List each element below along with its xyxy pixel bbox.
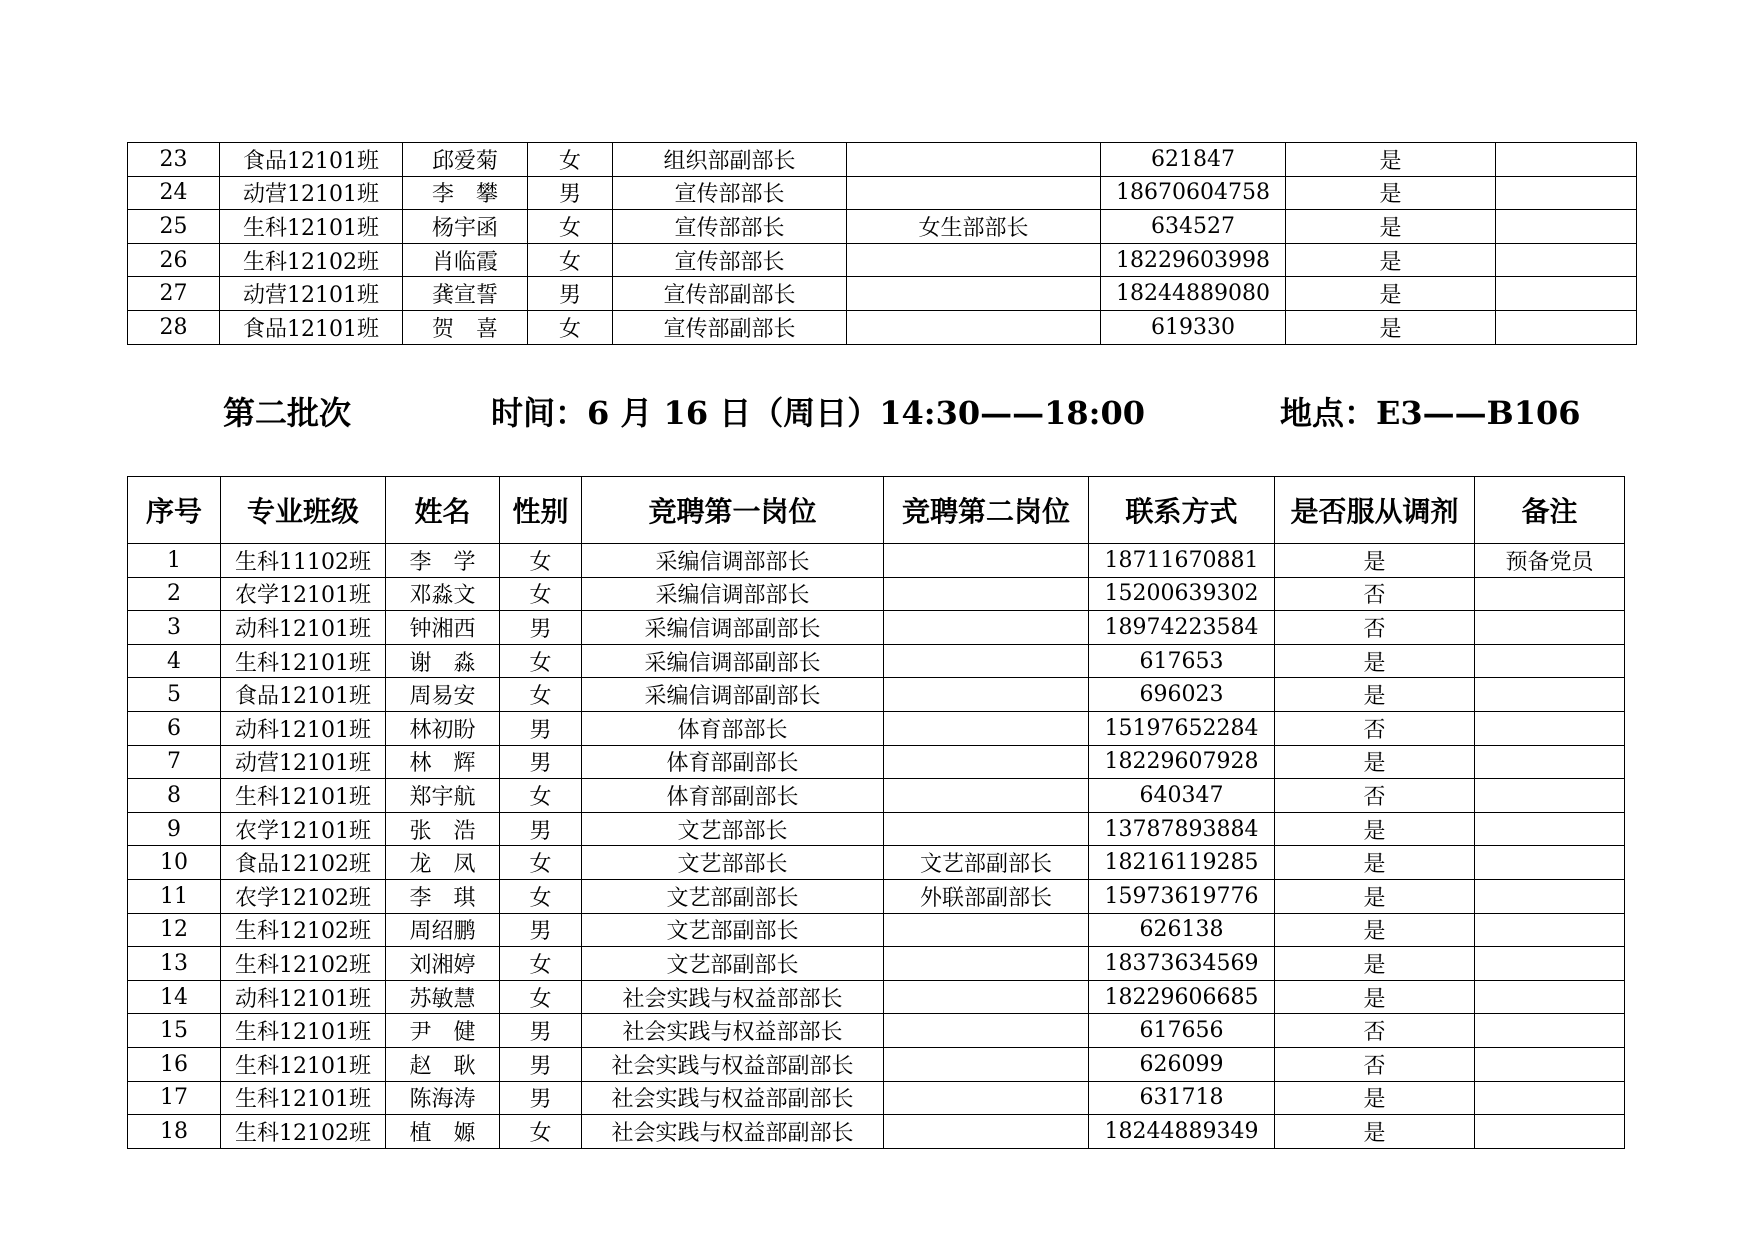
table-row [128, 1047, 1625, 1081]
cell-class: 动营12101班 [221, 745, 386, 779]
batch-location: 地点：E3——B106 [1280, 394, 1581, 432]
cell-no: 2 [128, 577, 221, 611]
cell-first-position: 文艺部部长 [582, 846, 884, 880]
cell-gender: 女 [500, 980, 582, 1014]
cell-gender: 女 [500, 947, 582, 981]
cell-first-position: 体育部副部长 [582, 745, 884, 779]
cell-note [1496, 176, 1637, 210]
cell-no: 7 [128, 745, 221, 779]
cell-gender: 男 [500, 1047, 582, 1081]
cell-name: 钟湘西 [386, 611, 500, 645]
table-row [128, 711, 1625, 745]
cell-class: 动科12101班 [221, 611, 386, 645]
cell-second-position [884, 1014, 1089, 1048]
cell-no: 5 [128, 678, 221, 712]
cell-gender: 女 [528, 243, 613, 277]
cell-contact: 13787893884 [1089, 812, 1275, 846]
cell-note [1475, 779, 1625, 813]
cell-no: 12 [128, 913, 221, 947]
header-obey-adjustment: 是否服从调剂 [1275, 477, 1475, 544]
cell-note [1496, 277, 1637, 311]
cell-name: 邱爱菊 [403, 143, 528, 177]
cell-name: 邓淼文 [386, 577, 500, 611]
cell-obey-adjustment: 是 [1275, 745, 1475, 779]
cell-class: 生科12102班 [221, 947, 386, 981]
cell-class: 农学12102班 [221, 879, 386, 913]
cell-no: 18 [128, 1115, 221, 1149]
cell-second-position [884, 544, 1089, 578]
cell-name: 李 学 [386, 544, 500, 578]
cell-contact: 15973619776 [1089, 879, 1275, 913]
cell-gender: 男 [500, 611, 582, 645]
cell-class: 农学12101班 [221, 812, 386, 846]
cell-second-position [884, 980, 1089, 1014]
cell-note [1475, 611, 1625, 645]
cell-gender: 女 [500, 678, 582, 712]
cell-name: 赵 耿 [386, 1047, 500, 1081]
cell-note [1475, 711, 1625, 745]
cell-obey-adjustment: 是 [1275, 644, 1475, 678]
table-row [128, 310, 1637, 344]
cell-note [1475, 980, 1625, 1014]
cell-name: 尹 健 [386, 1014, 500, 1048]
table-row [128, 913, 1625, 947]
cell-second-position [884, 1115, 1089, 1149]
cell-class: 食品12101班 [220, 310, 403, 344]
main-table [127, 476, 1625, 1149]
cell-class: 动科12101班 [221, 980, 386, 1014]
table-row [128, 611, 1625, 645]
cell-contact: 621847 [1101, 143, 1286, 177]
cell-gender: 女 [500, 1115, 582, 1149]
cell-first-position: 宣传部部长 [613, 176, 847, 210]
cell-first-position: 采编信调部部长 [582, 544, 884, 578]
table-row [128, 1014, 1625, 1048]
batch-time: 时间：6 月 16 日（周日）14:30——18:00 [491, 394, 1145, 432]
cell-no: 10 [128, 846, 221, 880]
cell-no: 9 [128, 812, 221, 846]
cell-contact: 18229606685 [1089, 980, 1275, 1014]
cell-obey-adjustment: 是 [1275, 812, 1475, 846]
cell-name: 李 琪 [386, 879, 500, 913]
cell-class: 生科12102班 [220, 243, 403, 277]
cell-gender: 男 [500, 711, 582, 745]
cell-first-position: 组织部副部长 [613, 143, 847, 177]
cell-contact: 696023 [1089, 678, 1275, 712]
cell-name: 林 辉 [386, 745, 500, 779]
cell-note [1475, 947, 1625, 981]
cell-class: 生科12101班 [221, 1047, 386, 1081]
cell-first-position: 社会实践与权益部副部长 [582, 1081, 884, 1115]
header-no: 序号 [128, 477, 221, 544]
cell-gender: 男 [528, 277, 613, 311]
cell-first-position: 文艺部部长 [582, 812, 884, 846]
cell-note [1475, 577, 1625, 611]
cell-name: 陈海涛 [386, 1081, 500, 1115]
cell-contact: 617653 [1089, 644, 1275, 678]
table-row [128, 1081, 1625, 1115]
cell-name: 肖临霞 [403, 243, 528, 277]
cell-first-position: 采编信调部副部长 [582, 678, 884, 712]
table-row [128, 678, 1625, 712]
top-table [127, 142, 1637, 345]
cell-note [1475, 678, 1625, 712]
cell-no: 4 [128, 644, 221, 678]
table-row [128, 947, 1625, 981]
header-name: 姓名 [386, 477, 500, 544]
cell-no: 27 [128, 277, 220, 311]
cell-obey-adjustment: 是 [1275, 678, 1475, 712]
cell-no: 23 [128, 143, 220, 177]
cell-name: 李 攀 [403, 176, 528, 210]
batch-label: 第二批次 [223, 394, 352, 432]
cell-second-position [884, 678, 1089, 712]
table-row [128, 879, 1625, 913]
cell-second-position [847, 277, 1101, 311]
cell-first-position: 采编信调部副部长 [582, 644, 884, 678]
cell-class: 生科11102班 [221, 544, 386, 578]
cell-obey-adjustment: 否 [1275, 711, 1475, 745]
cell-no: 17 [128, 1081, 221, 1115]
cell-first-position: 采编信调部副部长 [582, 611, 884, 645]
cell-note [1475, 1081, 1625, 1115]
cell-gender: 男 [500, 812, 582, 846]
cell-note [1475, 1014, 1625, 1048]
cell-second-position [884, 577, 1089, 611]
cell-note [1496, 310, 1637, 344]
cell-class: 生科12101班 [220, 210, 403, 244]
cell-obey-adjustment: 否 [1275, 779, 1475, 813]
cell-no: 28 [128, 310, 220, 344]
cell-gender: 男 [500, 745, 582, 779]
cell-name: 植 嫄 [386, 1115, 500, 1149]
cell-note [1475, 1047, 1625, 1081]
cell-second-position: 外联部副部长 [884, 879, 1089, 913]
cell-contact: 18229607928 [1089, 745, 1275, 779]
cell-no: 1 [128, 544, 221, 578]
cell-class: 生科12101班 [221, 644, 386, 678]
cell-name: 龙 凤 [386, 846, 500, 880]
cell-name: 周绍鹏 [386, 913, 500, 947]
cell-note [1496, 210, 1637, 244]
cell-class: 生科12101班 [221, 1014, 386, 1048]
cell-first-position: 宣传部副部长 [613, 277, 847, 311]
cell-second-position [884, 1047, 1089, 1081]
cell-first-position: 文艺部副部长 [582, 947, 884, 981]
header-row [128, 477, 1625, 544]
cell-class: 食品12101班 [220, 143, 403, 177]
cell-gender: 女 [500, 644, 582, 678]
table-row [128, 277, 1637, 311]
cell-contact: 631718 [1089, 1081, 1275, 1115]
cell-first-position: 宣传部部长 [613, 243, 847, 277]
cell-no: 13 [128, 947, 221, 981]
cell-gender: 男 [528, 176, 613, 210]
cell-obey-adjustment: 否 [1275, 577, 1475, 611]
cell-second-position [884, 745, 1089, 779]
cell-first-position: 体育部副部长 [582, 779, 884, 813]
cell-note [1496, 143, 1637, 177]
cell-contact: 18244889349 [1089, 1115, 1275, 1149]
cell-second-position: 文艺部副部长 [884, 846, 1089, 880]
cell-note [1475, 913, 1625, 947]
cell-class: 食品12102班 [221, 846, 386, 880]
cell-obey-adjustment: 是 [1275, 980, 1475, 1014]
cell-obey-adjustment: 是 [1286, 176, 1496, 210]
cell-note [1496, 243, 1637, 277]
cell-second-position [884, 913, 1089, 947]
cell-contact: 619330 [1101, 310, 1286, 344]
cell-gender: 男 [500, 1081, 582, 1115]
cell-no: 8 [128, 779, 221, 813]
cell-no: 11 [128, 879, 221, 913]
header-note: 备注 [1475, 477, 1625, 544]
cell-second-position: 女生部部长 [847, 210, 1101, 244]
cell-contact: 640347 [1089, 779, 1275, 813]
cell-second-position [884, 611, 1089, 645]
cell-first-position: 社会实践与权益部副部长 [582, 1047, 884, 1081]
cell-contact: 18216119285 [1089, 846, 1275, 880]
cell-second-position [847, 243, 1101, 277]
cell-obey-adjustment: 是 [1286, 277, 1496, 311]
cell-gender: 女 [528, 210, 613, 244]
header-second-position: 竞聘第二岗位 [884, 477, 1089, 544]
cell-gender: 女 [528, 143, 613, 177]
cell-class: 动营12101班 [220, 277, 403, 311]
cell-name: 龚宣誓 [403, 277, 528, 311]
cell-first-position: 社会实践与权益部副部长 [582, 1115, 884, 1149]
cell-gender: 女 [500, 544, 582, 578]
cell-name: 苏敏慧 [386, 980, 500, 1014]
cell-second-position [884, 812, 1089, 846]
cell-contact: 18670604758 [1101, 176, 1286, 210]
table-row [128, 243, 1637, 277]
table-row [128, 1115, 1625, 1149]
table-row [128, 846, 1625, 880]
cell-second-position [884, 947, 1089, 981]
cell-note [1475, 644, 1625, 678]
cell-obey-adjustment: 是 [1286, 143, 1496, 177]
cell-contact: 634527 [1101, 210, 1286, 244]
cell-no: 16 [128, 1047, 221, 1081]
cell-note: 预备党员 [1475, 544, 1625, 578]
cell-name: 郑宇航 [386, 779, 500, 813]
cell-contact: 626099 [1089, 1047, 1275, 1081]
cell-first-position: 宣传部部长 [613, 210, 847, 244]
cell-name: 谢 淼 [386, 644, 500, 678]
cell-second-position [884, 711, 1089, 745]
table-row [128, 779, 1625, 813]
cell-name: 贺 喜 [403, 310, 528, 344]
cell-second-position [847, 143, 1101, 177]
table-row [128, 812, 1625, 846]
cell-obey-adjustment: 否 [1275, 1014, 1475, 1048]
cell-no: 15 [128, 1014, 221, 1048]
cell-gender: 女 [528, 310, 613, 344]
cell-obey-adjustment: 是 [1286, 243, 1496, 277]
cell-class: 生科12102班 [221, 1115, 386, 1149]
cell-contact: 18244889080 [1101, 277, 1286, 311]
table-row [128, 210, 1637, 244]
cell-gender: 女 [500, 846, 582, 880]
cell-first-position: 体育部部长 [582, 711, 884, 745]
table-row [128, 980, 1625, 1014]
cell-obey-adjustment: 是 [1275, 879, 1475, 913]
cell-name: 周易安 [386, 678, 500, 712]
cell-no: 25 [128, 210, 220, 244]
cell-first-position: 宣传部副部长 [613, 310, 847, 344]
header-contact: 联系方式 [1089, 477, 1275, 544]
cell-obey-adjustment: 是 [1275, 1115, 1475, 1149]
cell-obey-adjustment: 是 [1275, 947, 1475, 981]
cell-note [1475, 745, 1625, 779]
cell-contact: 18974223584 [1089, 611, 1275, 645]
cell-second-position [847, 310, 1101, 344]
cell-first-position: 采编信调部部长 [582, 577, 884, 611]
cell-class: 生科12102班 [221, 913, 386, 947]
cell-obey-adjustment: 否 [1275, 611, 1475, 645]
cell-no: 14 [128, 980, 221, 1014]
cell-first-position: 社会实践与权益部部长 [582, 980, 884, 1014]
cell-name: 杨宇函 [403, 210, 528, 244]
cell-contact: 15197652284 [1089, 711, 1275, 745]
cell-name: 张 浩 [386, 812, 500, 846]
cell-obey-adjustment: 是 [1275, 1081, 1475, 1115]
cell-contact: 18711670881 [1089, 544, 1275, 578]
cell-second-position [884, 779, 1089, 813]
cell-name: 林初盼 [386, 711, 500, 745]
cell-second-position [884, 644, 1089, 678]
cell-obey-adjustment: 是 [1286, 310, 1496, 344]
cell-class: 生科12101班 [221, 1081, 386, 1115]
cell-obey-adjustment: 是 [1275, 544, 1475, 578]
header-class: 专业班级 [221, 477, 386, 544]
cell-contact: 15200639302 [1089, 577, 1275, 611]
cell-class: 动科12101班 [221, 711, 386, 745]
cell-class: 农学12101班 [221, 577, 386, 611]
cell-no: 6 [128, 711, 221, 745]
cell-gender: 男 [500, 1014, 582, 1048]
cell-second-position [847, 176, 1101, 210]
table-row [128, 644, 1625, 678]
cell-contact: 617656 [1089, 1014, 1275, 1048]
cell-gender: 男 [500, 913, 582, 947]
cell-note [1475, 846, 1625, 880]
cell-note [1475, 1115, 1625, 1149]
header-gender: 性别 [500, 477, 582, 544]
table-row [128, 143, 1637, 177]
cell-gender: 女 [500, 577, 582, 611]
cell-contact: 18229603998 [1101, 243, 1286, 277]
cell-class: 生科12101班 [221, 779, 386, 813]
table-row [128, 544, 1625, 578]
cell-class: 动营12101班 [220, 176, 403, 210]
cell-gender: 女 [500, 879, 582, 913]
table-row [128, 577, 1625, 611]
cell-gender: 女 [500, 779, 582, 813]
cell-first-position: 文艺部副部长 [582, 879, 884, 913]
header-first-position: 竞聘第一岗位 [582, 477, 884, 544]
cell-obey-adjustment: 否 [1275, 1047, 1475, 1081]
cell-note [1475, 879, 1625, 913]
cell-no: 26 [128, 243, 220, 277]
cell-second-position [884, 1081, 1089, 1115]
cell-contact: 18373634569 [1089, 947, 1275, 981]
cell-class: 食品12101班 [221, 678, 386, 712]
table-row [128, 745, 1625, 779]
cell-first-position: 社会实践与权益部部长 [582, 1014, 884, 1048]
cell-obey-adjustment: 是 [1286, 210, 1496, 244]
cell-no: 3 [128, 611, 221, 645]
cell-no: 24 [128, 176, 220, 210]
cell-first-position: 文艺部副部长 [582, 913, 884, 947]
cell-note [1475, 812, 1625, 846]
cell-obey-adjustment: 是 [1275, 913, 1475, 947]
cell-obey-adjustment: 是 [1275, 846, 1475, 880]
table-row [128, 176, 1637, 210]
cell-contact: 626138 [1089, 913, 1275, 947]
cell-name: 刘湘婷 [386, 947, 500, 981]
